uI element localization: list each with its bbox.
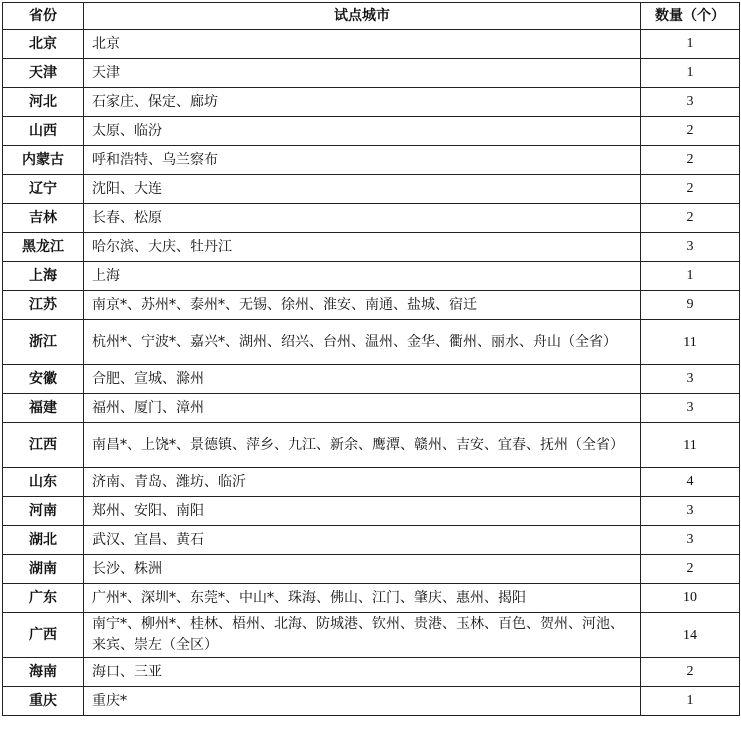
table-row	[3, 423, 740, 468]
table-row	[3, 394, 740, 423]
cities-cell: 哈尔滨、大庆、牡丹江	[84, 233, 641, 262]
cities-cell: 重庆*	[84, 687, 641, 716]
cities-cell: 北京	[84, 30, 641, 59]
count-cell: 2	[641, 658, 740, 687]
province-cell: 湖南	[3, 555, 84, 584]
count-cell: 1	[641, 262, 740, 291]
count-cell: 3	[641, 365, 740, 394]
cities-cell: 合肥、宣城、滁州	[84, 365, 641, 394]
province-cell: 天津	[3, 59, 84, 88]
pilot-cities-table	[2, 2, 740, 716]
count-cell: 1	[641, 687, 740, 716]
table-row	[3, 204, 740, 233]
province-cell: 重庆	[3, 687, 84, 716]
count-cell: 2	[641, 146, 740, 175]
count-cell: 10	[641, 584, 740, 613]
province-cell: 辽宁	[3, 175, 84, 204]
province-cell: 上海	[3, 262, 84, 291]
cities-cell: 长沙、株洲	[84, 555, 641, 584]
province-cell: 吉林	[3, 204, 84, 233]
count-cell: 2	[641, 117, 740, 146]
table-row	[3, 233, 740, 262]
table-row	[3, 584, 740, 613]
cities-cell: 上海	[84, 262, 641, 291]
count-cell: 2	[641, 555, 740, 584]
cities-cell: 武汉、宜昌、黄石	[84, 526, 641, 555]
header-province: 省份	[3, 3, 84, 30]
count-cell: 14	[641, 613, 740, 658]
cities-cell: 太原、临汾	[84, 117, 641, 146]
cities-cell: 呼和浩特、乌兰察布	[84, 146, 641, 175]
count-cell: 9	[641, 291, 740, 320]
table-row	[3, 117, 740, 146]
province-cell: 广西	[3, 613, 84, 658]
cities-cell: 石家庄、保定、廊坊	[84, 88, 641, 117]
province-cell: 浙江	[3, 320, 84, 365]
province-cell: 海南	[3, 658, 84, 687]
header-count: 数量（个）	[641, 3, 740, 30]
table-row	[3, 175, 740, 204]
province-cell: 江西	[3, 423, 84, 468]
table-row	[3, 146, 740, 175]
table-row	[3, 613, 740, 658]
count-cell: 2	[641, 204, 740, 233]
header-row	[3, 3, 740, 30]
table-row	[3, 59, 740, 88]
count-cell: 1	[641, 30, 740, 59]
cities-cell: 南昌*、上饶*、景德镇、萍乡、九江、新余、鹰潭、赣州、吉安、宜春、抚州（全省）	[84, 423, 641, 468]
count-cell: 3	[641, 233, 740, 262]
province-cell: 山东	[3, 468, 84, 497]
province-cell: 湖北	[3, 526, 84, 555]
cities-cell: 杭州*、宁波*、嘉兴*、湖州、绍兴、台州、温州、金华、衢州、丽水、舟山（全省）	[84, 320, 641, 365]
header-cities: 试点城市	[84, 3, 641, 30]
cities-cell: 广州*、深圳*、东莞*、中山*、珠海、佛山、江门、肇庆、惠州、揭阳	[84, 584, 641, 613]
cities-cell: 南宁*、柳州*、桂林、梧州、北海、防城港、钦州、贵港、玉林、百色、贺州、河池、来宾、崇左（全区）	[84, 613, 641, 658]
count-cell: 11	[641, 320, 740, 365]
table-row	[3, 555, 740, 584]
province-cell: 广东	[3, 584, 84, 613]
cities-cell: 济南、青岛、潍坊、临沂	[84, 468, 641, 497]
table-row	[3, 687, 740, 716]
province-cell: 山西	[3, 117, 84, 146]
province-cell: 江苏	[3, 291, 84, 320]
count-cell: 2	[641, 175, 740, 204]
cities-cell: 沈阳、大连	[84, 175, 641, 204]
cities-cell: 南京*、苏州*、泰州*、无锡、徐州、淮安、南通、盐城、宿迁	[84, 291, 641, 320]
table-row	[3, 262, 740, 291]
province-cell: 安徽	[3, 365, 84, 394]
count-cell: 3	[641, 394, 740, 423]
cities-cell: 郑州、安阳、南阳	[84, 497, 641, 526]
count-cell: 3	[641, 88, 740, 117]
table-row	[3, 88, 740, 117]
count-cell: 3	[641, 497, 740, 526]
province-cell: 河南	[3, 497, 84, 526]
count-cell: 3	[641, 526, 740, 555]
cities-cell: 天津	[84, 59, 641, 88]
province-cell: 内蒙古	[3, 146, 84, 175]
count-cell: 4	[641, 468, 740, 497]
table-row	[3, 291, 740, 320]
province-cell: 黑龙江	[3, 233, 84, 262]
table-row	[3, 468, 740, 497]
cities-cell: 海口、三亚	[84, 658, 641, 687]
province-cell: 河北	[3, 88, 84, 117]
count-cell: 1	[641, 59, 740, 88]
province-cell: 福建	[3, 394, 84, 423]
count-cell: 11	[641, 423, 740, 468]
table-row	[3, 320, 740, 365]
province-cell: 北京	[3, 30, 84, 59]
cities-cell: 福州、厦门、漳州	[84, 394, 641, 423]
cities-cell: 长春、松原	[84, 204, 641, 233]
table-row	[3, 526, 740, 555]
table-row	[3, 658, 740, 687]
table-row	[3, 30, 740, 59]
table-row	[3, 365, 740, 394]
table-row	[3, 497, 740, 526]
